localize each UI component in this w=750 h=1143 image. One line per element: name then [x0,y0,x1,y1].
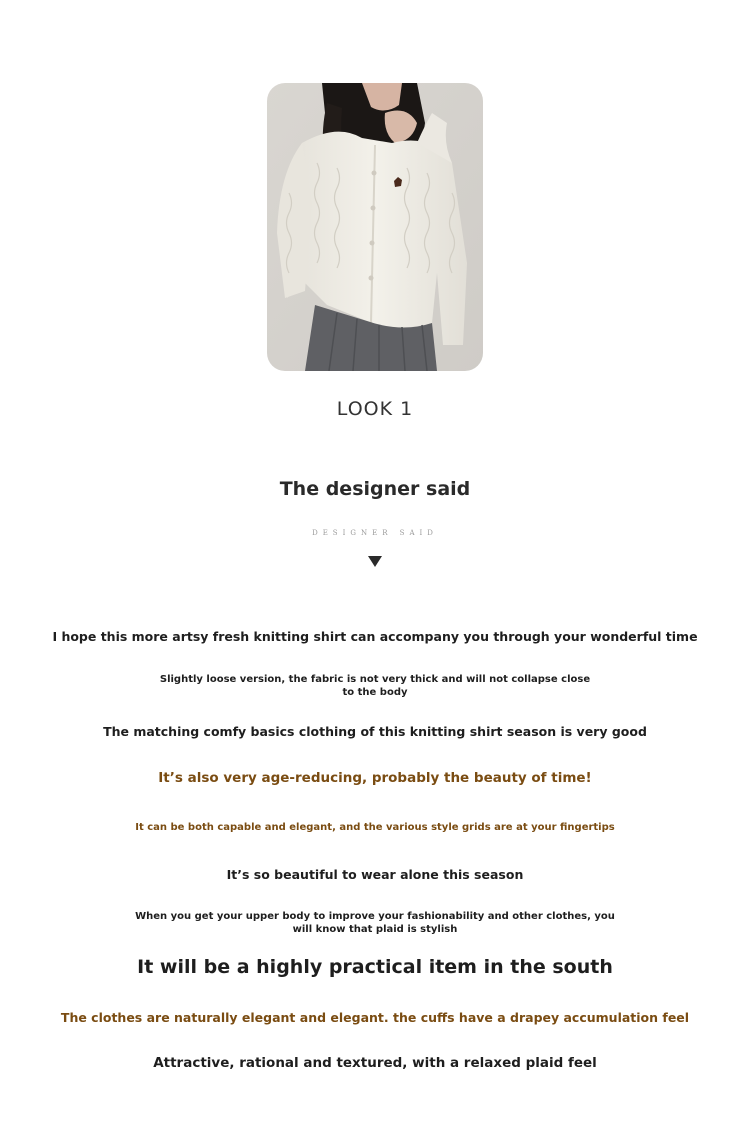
description-line-highlight: The clothes are naturally elegant and elegant. the cuffs have a drapey accumulation feel [60,1010,690,1025]
designer-heading: The designer said [279,478,471,500]
description-line: I hope this more artsy fresh knitting shirt can accompany you through your wonderful time [52,629,698,644]
model-cardigan-illustration [267,83,483,371]
description-line: It’s so beautiful to wear alone this season [226,867,524,882]
description-line: When you get your upper body to improve your fashionability and other clothes, you will know that plaid is stylish [135,911,615,935]
description-line: Attractive, rational and textured, with a relaxed plaid feel [153,1055,597,1071]
description-line: Slightly loose version, the fabric is not very thick and will not collapse close to the body [159,674,591,698]
designer-subheading: DESIGNER SAID [312,529,438,537]
description-line-large: It will be a highly practical item in the south [137,956,613,978]
look-label: LOOK 1 [336,398,414,420]
description-line-highlight: It’s also very age-reducing, probably the beauty of time! [158,770,592,786]
description-line-highlight: It can be both capable and elegant, and the various style grids are at your fingertips [135,822,615,833]
triangle-down-icon [368,556,382,567]
description-line: The matching comfy basics clothing of this knitting shirt season is very good [103,724,647,739]
product-photo [267,83,483,371]
